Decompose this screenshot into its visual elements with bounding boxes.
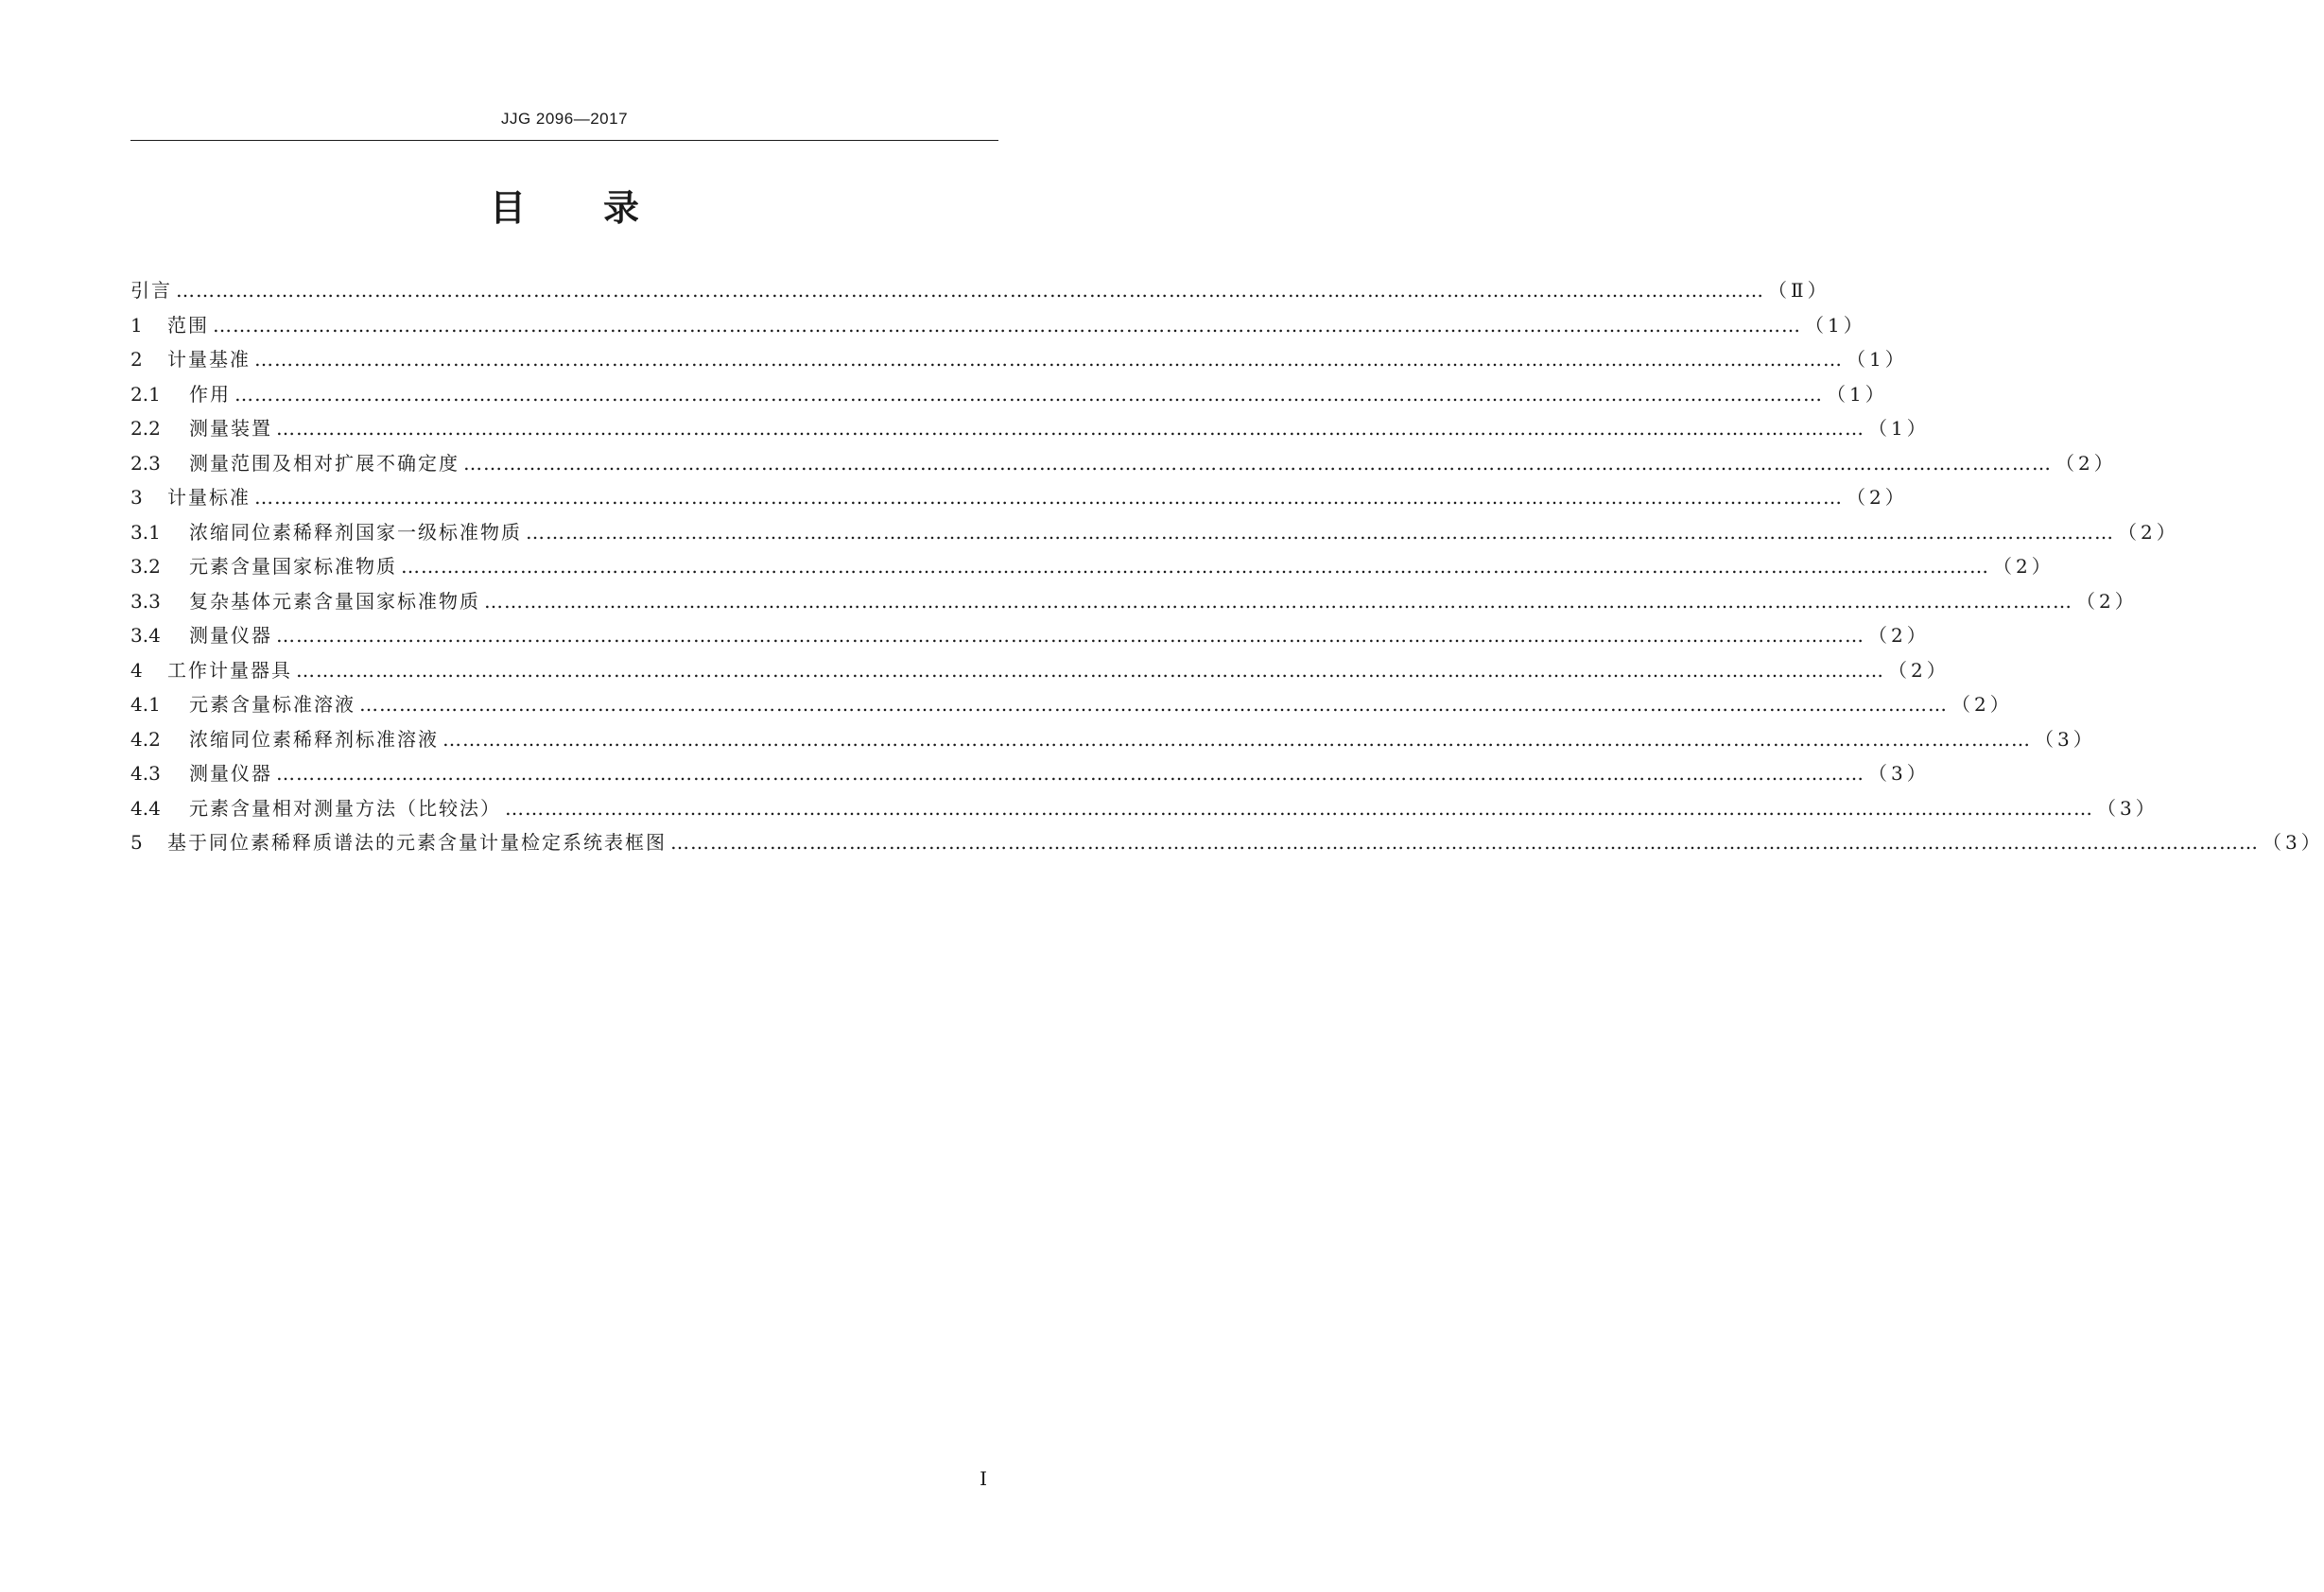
toc-entry-number: 2.1 <box>130 382 161 406</box>
dot-leader: …………………………………………………………………………………………………………………………………………………………………………………………………………………… <box>276 624 1864 647</box>
toc-entry-page: （3） <box>1868 762 1930 785</box>
toc-entry-title: 测量装置 <box>189 417 272 440</box>
page-title <box>130 185 998 231</box>
toc-entry-3[interactable] <box>130 480 1908 515</box>
toc-entry-number: 1 <box>130 313 143 337</box>
toc-entry-4-2[interactable] <box>130 722 2096 757</box>
toc-entry-3-4[interactable] <box>130 618 1930 653</box>
toc-entry-page: （3） <box>2263 831 2324 854</box>
toc-entry-title: 工作计量器具 <box>167 658 292 682</box>
toc-entry-page: （1） <box>1868 417 1930 440</box>
dot-leader: …………………………………………………………………………………………………………………………………………………………………………………………………………………… <box>359 693 1948 716</box>
dot-leader: …………………………………………………………………………………………………………………………………………………………………………………………………………………… <box>670 831 2259 854</box>
dot-leader: …………………………………………………………………………………………………………………………………………………………………………………………………………………… <box>234 382 1823 406</box>
dot-leader: …………………………………………………………………………………………………………………………………………………………………………………………………………………… <box>276 417 1864 440</box>
toc-entry-number: 3.2 <box>130 555 161 578</box>
toc-entry-title: 元素含量标准溶液 <box>189 693 356 716</box>
toc-entry-title: 范围 <box>167 313 209 337</box>
dot-leader: …………………………………………………………………………………………………………………………………………………………………………………………………………………… <box>505 796 2093 820</box>
toc-entry-4-3[interactable] <box>130 756 1930 791</box>
dot-leader: …………………………………………………………………………………………………………………………………………………………………………………………………………………… <box>484 589 2073 613</box>
toc-entry-page: （2） <box>2076 589 2138 613</box>
toc-entry-3-3[interactable] <box>130 584 2138 619</box>
toc-entry-page: （2） <box>1993 555 2055 578</box>
toc-entry-number: 4 <box>130 658 143 682</box>
dot-leader: …………………………………………………………………………………………………………………………………………………………………………………………………………………… <box>276 762 1864 785</box>
dot-leader: …………………………………………………………………………………………………………………………………………………………………………………………………………………… <box>442 727 2031 751</box>
header-rule <box>130 140 998 141</box>
toc-entry-title: 复杂基体元素含量国家标准物质 <box>189 589 480 613</box>
toc-entry-number: 5 <box>130 831 143 854</box>
toc-entry-title: 测量仪器 <box>189 762 272 785</box>
toc-entry-2[interactable] <box>130 342 1908 377</box>
toc-entry-number: 2.3 <box>130 451 161 475</box>
title-char-1: 目 <box>489 187 526 229</box>
toc-entry-page: （2） <box>2118 520 2179 544</box>
toc-entry-4-1[interactable] <box>130 687 2013 722</box>
toc-entry-title: 计量基准 <box>167 348 251 371</box>
toc-entry-title: 浓缩同位素稀释剂标准溶液 <box>189 727 439 751</box>
dot-leader: …………………………………………………………………………………………………………………………………………………………………………………………………………………… <box>401 555 1989 578</box>
toc-entry-number: 3.3 <box>130 589 161 613</box>
toc-entry-page: （3） <box>2035 727 2096 751</box>
dot-leader: …………………………………………………………………………………………………………………………………………………………………………………………………………………… <box>176 279 1764 302</box>
toc-entry-2-1[interactable] <box>130 377 1888 412</box>
title-char-2: 录 <box>603 187 640 229</box>
toc-entry-4[interactable] <box>130 653 1950 688</box>
toc-entry-title: 浓缩同位素稀释剂国家一级标准物质 <box>189 520 522 544</box>
toc-entry-number: 4.2 <box>130 727 161 751</box>
toc-entry-title: 元素含量国家标准物质 <box>189 555 397 578</box>
toc-entry-2-3[interactable] <box>130 446 2117 481</box>
toc-entry-2-2[interactable] <box>130 411 1930 446</box>
toc-entry-number: 3.4 <box>130 624 161 647</box>
toc-entry-title: 测量仪器 <box>189 624 272 647</box>
toc-entry-intro[interactable] <box>130 273 1830 308</box>
toc-entry-title: 引言 <box>130 279 172 302</box>
toc-entry-page: （2） <box>1847 486 1908 509</box>
toc-entry-page: （2） <box>1888 658 1950 682</box>
dot-leader: …………………………………………………………………………………………………………………………………………………………………………………………………………………… <box>463 451 2052 475</box>
toc-entry-number: 4.1 <box>130 693 161 716</box>
dot-leader: …………………………………………………………………………………………………………………………………………………………………………………………………………………… <box>254 486 1843 509</box>
toc-entry-title: 作用 <box>189 382 231 406</box>
toc-entry-page: （2） <box>2055 451 2117 475</box>
toc-entry-page: （1） <box>1805 313 1866 337</box>
running-header: JJG 2096—2017 <box>500 110 629 128</box>
toc-entry-number: 4.4 <box>130 796 161 820</box>
page-number: Ⅰ <box>980 1467 987 1490</box>
toc-entry-page: （1） <box>1827 382 1888 406</box>
toc-entry-page: （2） <box>1951 693 2013 716</box>
toc-entry-3-1[interactable] <box>130 515 2179 550</box>
toc-entry-1[interactable] <box>130 308 1866 343</box>
toc-entry-number: 3.1 <box>130 520 161 544</box>
toc-entry-page: （3） <box>2097 796 2159 820</box>
toc-entry-number: 2 <box>130 348 143 371</box>
dot-leader: …………………………………………………………………………………………………………………………………………………………………………………………………………………… <box>526 520 2114 544</box>
toc-entry-page: （1） <box>1847 348 1908 371</box>
toc-entry-title: 测量范围及相对扩展不确定度 <box>189 451 460 475</box>
toc-entry-5[interactable] <box>130 825 2324 860</box>
toc-entry-number: 3 <box>130 486 143 509</box>
toc-entry-page: （2） <box>1868 624 1930 647</box>
toc-entry-4-4[interactable] <box>130 791 2159 826</box>
toc-entry-title: 基于同位素稀释质谱法的元素含量计量检定系统表框图 <box>167 831 667 854</box>
table-of-contents <box>130 273 2324 860</box>
toc-entry-title: 元素含量相对测量方法（比较法） <box>189 796 501 820</box>
toc-entry-page: （Ⅱ） <box>1768 279 1830 302</box>
dot-leader: …………………………………………………………………………………………………………………………………………………………………………………………………………………… <box>254 348 1843 371</box>
toc-entry-3-2[interactable] <box>130 549 2055 584</box>
dot-leader: …………………………………………………………………………………………………………………………………………………………………………………………………………………… <box>296 658 1884 682</box>
toc-entry-number: 2.2 <box>130 417 161 440</box>
toc-entry-number: 4.3 <box>130 762 161 785</box>
toc-entry-title: 计量标准 <box>167 486 251 509</box>
dot-leader: …………………………………………………………………………………………………………………………………………………………………………………………………………………… <box>213 313 1801 337</box>
